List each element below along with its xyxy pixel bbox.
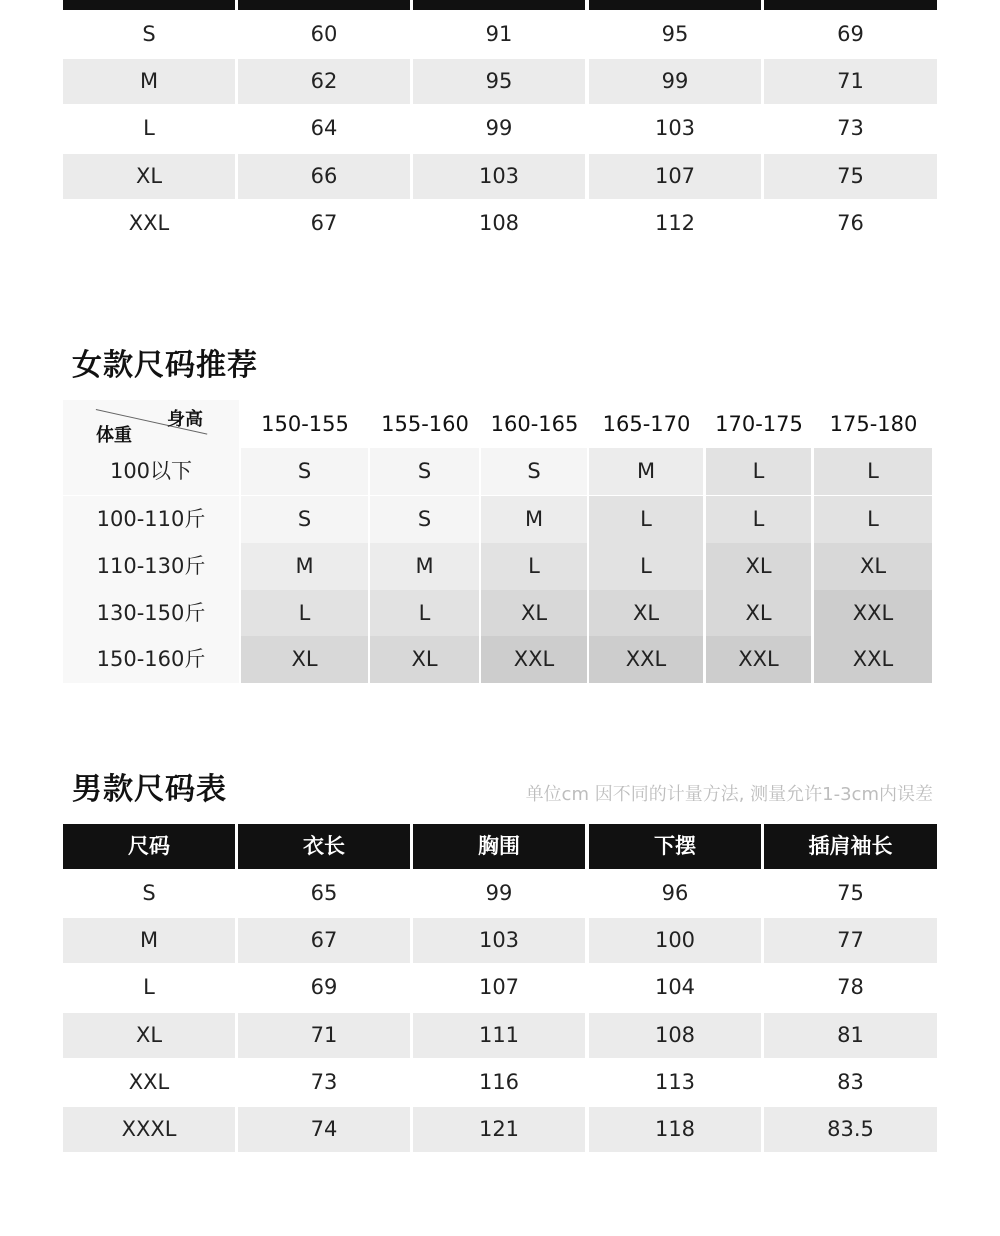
table-header-cell: 插肩袖长 bbox=[764, 824, 937, 869]
table-cell: 111 bbox=[413, 1013, 585, 1058]
height-header: 165-170 bbox=[589, 400, 704, 448]
table-cell: 81 bbox=[764, 1013, 937, 1058]
table-cell: 103 bbox=[654, 116, 696, 141]
weight-label: 150-160斤 bbox=[63, 636, 239, 683]
table-row bbox=[63, 918, 937, 963]
size-recommendation-cell: M bbox=[370, 543, 479, 590]
table-cell: 108 bbox=[478, 210, 520, 235]
table-cell: 65 bbox=[310, 881, 338, 905]
table-cell: 75 bbox=[764, 154, 937, 199]
table-cell: 64 bbox=[310, 116, 338, 141]
size-recommendation-cell: L bbox=[370, 590, 479, 636]
corner-weight-label: 体重 bbox=[96, 425, 132, 446]
size-recommendation-cell: L bbox=[241, 590, 368, 636]
table-cell: 73 bbox=[837, 116, 864, 141]
height-header: 175-180 bbox=[814, 400, 933, 448]
men-section-title: 男款尺码表 bbox=[72, 772, 227, 807]
table-cell: 78 bbox=[837, 975, 864, 1000]
table-cell: 99 bbox=[485, 116, 513, 141]
weight-label: 100以下 bbox=[63, 448, 239, 495]
table-cell: XL bbox=[63, 1013, 235, 1058]
table-cell: L bbox=[143, 116, 155, 141]
table-cell: XXL bbox=[128, 1069, 170, 1094]
table-cell: M bbox=[63, 918, 235, 963]
size-recommendation-cell: S bbox=[370, 496, 479, 543]
size-recommendation-cell: M bbox=[481, 496, 587, 543]
table-cell: 69 bbox=[837, 22, 864, 46]
table-cell: 99 bbox=[485, 881, 513, 905]
table-header-cell: 衣长 bbox=[238, 824, 410, 869]
size-recommendation-cell: XL bbox=[706, 590, 811, 636]
size-recommendation-cell: XL bbox=[706, 543, 811, 590]
size-recommendation-cell: L bbox=[481, 543, 587, 590]
size-recommendation-cell: XL bbox=[241, 636, 368, 683]
size-recommendation-cell: XL bbox=[481, 590, 587, 636]
table-cell: 60 bbox=[310, 22, 338, 46]
table-cell: 96 bbox=[661, 881, 689, 905]
table-row bbox=[63, 59, 937, 104]
table-cell: 76 bbox=[837, 210, 864, 235]
size-recommendation-cell: S bbox=[241, 496, 368, 543]
table-cell: XXXL bbox=[63, 1107, 235, 1152]
table-cell: 104 bbox=[654, 975, 696, 1000]
men-table-header bbox=[63, 824, 937, 869]
table-cell: 83 bbox=[837, 1069, 864, 1094]
table-cell: 99 bbox=[589, 59, 761, 104]
size-recommendation-cell: XXL bbox=[814, 590, 932, 636]
weight-label: 110-130斤 bbox=[63, 543, 239, 590]
table-row bbox=[63, 106, 937, 151]
corner-cell bbox=[63, 400, 239, 448]
table-cell: 103 bbox=[413, 918, 585, 963]
table-cell: 74 bbox=[238, 1107, 410, 1152]
table-cell: 91 bbox=[485, 22, 513, 46]
table-cell: 108 bbox=[589, 1013, 761, 1058]
size-recommendation-cell: L bbox=[589, 543, 703, 590]
size-recommendation-cell: L bbox=[814, 448, 932, 495]
table-cell: XL bbox=[63, 154, 235, 199]
table-cell: 71 bbox=[764, 59, 937, 104]
top-table-header-strip bbox=[63, 0, 937, 10]
table-cell: 75 bbox=[837, 881, 864, 905]
size-recommendation-cell: L bbox=[706, 496, 811, 543]
table-cell: S bbox=[142, 22, 156, 46]
table-row bbox=[63, 1060, 937, 1105]
size-recommendation-cell: XXL bbox=[589, 636, 703, 683]
measurement-note: 单位cm 因不同的计量方法, 测量允许1-3cm内误差 bbox=[525, 784, 933, 805]
size-recommendation-cell: S bbox=[481, 448, 587, 495]
size-recommendation-cell: L bbox=[706, 448, 811, 495]
table-cell: 71 bbox=[238, 1013, 410, 1058]
table-cell: 107 bbox=[478, 975, 520, 1000]
size-recommendation-cell: XL bbox=[589, 590, 703, 636]
table-cell: 66 bbox=[238, 154, 410, 199]
table-cell: XXL bbox=[128, 210, 170, 235]
table-header-cell: 尺码 bbox=[63, 824, 235, 869]
table-row bbox=[63, 965, 937, 1010]
size-recommendation-cell: S bbox=[370, 448, 479, 495]
table-cell: S bbox=[142, 881, 156, 905]
table-cell: 113 bbox=[654, 1069, 696, 1094]
table-row bbox=[63, 201, 937, 246]
height-header: 150-155 bbox=[241, 400, 369, 448]
size-recommendation-cell: M bbox=[241, 543, 368, 590]
table-cell: 83.5 bbox=[764, 1107, 937, 1152]
height-header: 155-160 bbox=[370, 400, 480, 448]
size-recommendation-cell: S bbox=[241, 448, 368, 495]
weight-label: 130-150斤 bbox=[63, 590, 239, 636]
size-recommendation-cell: XXL bbox=[481, 636, 587, 683]
table-cell: 121 bbox=[413, 1107, 585, 1152]
weight-label: 100-110斤 bbox=[63, 496, 239, 543]
table-cell: 112 bbox=[654, 210, 696, 235]
table-cell: 103 bbox=[413, 154, 585, 199]
table-cell: 77 bbox=[764, 918, 937, 963]
table-row bbox=[63, 12, 937, 57]
table-cell: 69 bbox=[310, 975, 338, 1000]
height-header: 160-165 bbox=[481, 400, 588, 448]
size-recommendation-cell: XXL bbox=[814, 636, 932, 683]
table-cell: 73 bbox=[310, 1069, 338, 1094]
table-cell: 107 bbox=[589, 154, 761, 199]
size-recommendation-cell: XL bbox=[814, 543, 932, 590]
size-recommendation-cell: XXL bbox=[706, 636, 811, 683]
size-recommendation-cell: L bbox=[589, 496, 703, 543]
table-cell: 67 bbox=[310, 210, 338, 235]
table-cell: 62 bbox=[238, 59, 410, 104]
women-section-title: 女款尺码推荐 bbox=[72, 348, 258, 383]
table-row bbox=[63, 1107, 937, 1152]
table-cell: 118 bbox=[589, 1107, 761, 1152]
size-recommendation-cell: M bbox=[589, 448, 703, 495]
table-cell: L bbox=[143, 975, 155, 1000]
size-recommendation-cell: L bbox=[814, 496, 932, 543]
height-header: 170-175 bbox=[706, 400, 812, 448]
size-recommendation-cell: XL bbox=[370, 636, 479, 683]
corner-height-label: 身高 bbox=[167, 409, 203, 430]
table-cell: 100 bbox=[589, 918, 761, 963]
table-cell: 95 bbox=[661, 22, 689, 46]
table-cell: 95 bbox=[413, 59, 585, 104]
table-header-cell: 下摆 bbox=[589, 824, 761, 869]
table-row bbox=[63, 154, 937, 199]
table-header-cell: 胸围 bbox=[413, 824, 585, 869]
table-row bbox=[63, 1013, 937, 1058]
table-cell: 67 bbox=[238, 918, 410, 963]
table-row bbox=[63, 871, 937, 916]
women-recommend-grid bbox=[63, 400, 933, 683]
table-cell: 116 bbox=[478, 1069, 520, 1094]
table-cell: M bbox=[63, 59, 235, 104]
